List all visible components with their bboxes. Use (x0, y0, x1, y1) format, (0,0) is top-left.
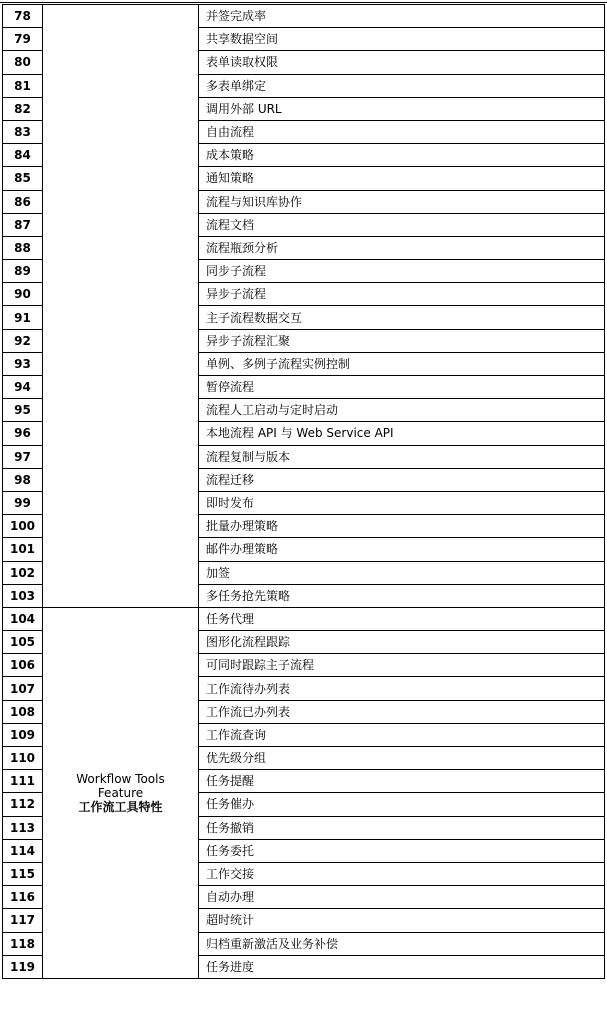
row-number: 109 (3, 723, 43, 746)
row-number: 98 (3, 468, 43, 491)
feature-table-body (3, 5, 605, 979)
feature-name: 多任务抢先策略 (199, 584, 605, 607)
row-number: 96 (3, 422, 43, 445)
row-number: 100 (3, 515, 43, 538)
category-english-line2: Feature (97, 785, 144, 800)
feature-name: 工作流待办列表 (199, 677, 605, 700)
row-number: 113 (3, 816, 43, 839)
feature-name: 暂停流程 (199, 376, 605, 399)
row-number: 116 (3, 886, 43, 909)
feature-name: 流程迁移 (199, 468, 605, 491)
feature-name: 任务代理 (199, 607, 605, 630)
feature-name: 任务催办 (199, 793, 605, 816)
row-number: 101 (3, 538, 43, 561)
row-number: 90 (3, 283, 43, 306)
feature-name: 邮件办理策略 (199, 538, 605, 561)
row-number: 82 (3, 97, 43, 120)
row-number: 103 (3, 584, 43, 607)
row-number: 88 (3, 236, 43, 259)
feature-name: 调用外部 URL (199, 97, 605, 120)
feature-name: 表单读取权限 (199, 51, 605, 74)
feature-name: 流程复制与版本 (199, 445, 605, 468)
row-number: 107 (3, 677, 43, 700)
row-number: 89 (3, 260, 43, 283)
feature-name: 单例、多例子流程实例控制 (199, 352, 605, 375)
row-number: 86 (3, 190, 43, 213)
row-number: 108 (3, 700, 43, 723)
feature-table (2, 4, 605, 979)
feature-name: 可同时跟踪主子流程 (199, 654, 605, 677)
feature-name: 工作流查询 (199, 723, 605, 746)
feature-name: 任务撤销 (199, 816, 605, 839)
feature-name: 即时发布 (199, 491, 605, 514)
row-number: 118 (3, 932, 43, 955)
feature-name: 图形化流程跟踪 (199, 631, 605, 654)
category-cell (43, 5, 199, 608)
feature-name: 主子流程数据交互 (199, 306, 605, 329)
feature-name: 自动办理 (199, 886, 605, 909)
feature-name: 批量办理策略 (199, 515, 605, 538)
feature-name: 共享数据空间 (199, 28, 605, 51)
feature-name: 多表单绑定 (199, 74, 605, 97)
feature-name: 任务委托 (199, 839, 605, 862)
row-number: 85 (3, 167, 43, 190)
feature-name: 归档重新激活及业务补偿 (199, 932, 605, 955)
feature-name: 优先级分组 (199, 747, 605, 770)
row-number: 93 (3, 352, 43, 375)
feature-name: 加签 (199, 561, 605, 584)
row-number: 80 (3, 51, 43, 74)
feature-name: 成本策略 (199, 144, 605, 167)
row-number: 102 (3, 561, 43, 584)
feature-name: 并签完成率 (199, 5, 605, 28)
category-chinese: 工作流工具特性 (78, 799, 163, 814)
row-number: 84 (3, 144, 43, 167)
top-rule (0, 2, 607, 3)
row-number: 78 (3, 5, 43, 28)
feature-name: 任务进度 (199, 955, 605, 978)
row-number: 111 (3, 770, 43, 793)
feature-name: 通知策略 (199, 167, 605, 190)
category-english-line1: Workflow Tools (76, 771, 165, 786)
row-number: 115 (3, 862, 43, 885)
row-number: 97 (3, 445, 43, 468)
feature-name: 自由流程 (199, 120, 605, 143)
category-cell (43, 607, 199, 978)
row-number: 110 (3, 747, 43, 770)
feature-name: 本地流程 API 与 Web Service API (199, 422, 605, 445)
feature-name: 流程文档 (199, 213, 605, 236)
feature-name: 工作流已办列表 (199, 700, 605, 723)
row-number: 119 (3, 955, 43, 978)
feature-name: 工作交接 (199, 862, 605, 885)
row-number: 81 (3, 74, 43, 97)
row-number: 94 (3, 376, 43, 399)
row-number: 117 (3, 909, 43, 932)
row-number: 105 (3, 631, 43, 654)
feature-name: 超时统计 (199, 909, 605, 932)
row-number: 106 (3, 654, 43, 677)
row-number: 91 (3, 306, 43, 329)
feature-name: 流程瓶颈分析 (199, 236, 605, 259)
feature-name: 流程人工启动与定时启动 (199, 399, 605, 422)
row-number: 92 (3, 329, 43, 352)
row-number: 112 (3, 793, 43, 816)
row-number: 104 (3, 607, 43, 630)
row-number: 79 (3, 28, 43, 51)
feature-name: 异步子流程汇聚 (199, 329, 605, 352)
feature-name: 任务提醒 (199, 770, 605, 793)
table-row (3, 607, 605, 630)
row-number: 114 (3, 839, 43, 862)
row-number: 99 (3, 491, 43, 514)
table-row (3, 5, 605, 28)
row-number: 87 (3, 213, 43, 236)
row-number: 83 (3, 120, 43, 143)
feature-name: 流程与知识库协作 (199, 190, 605, 213)
row-number: 95 (3, 399, 43, 422)
feature-name: 同步子流程 (199, 260, 605, 283)
feature-name: 异步子流程 (199, 283, 605, 306)
